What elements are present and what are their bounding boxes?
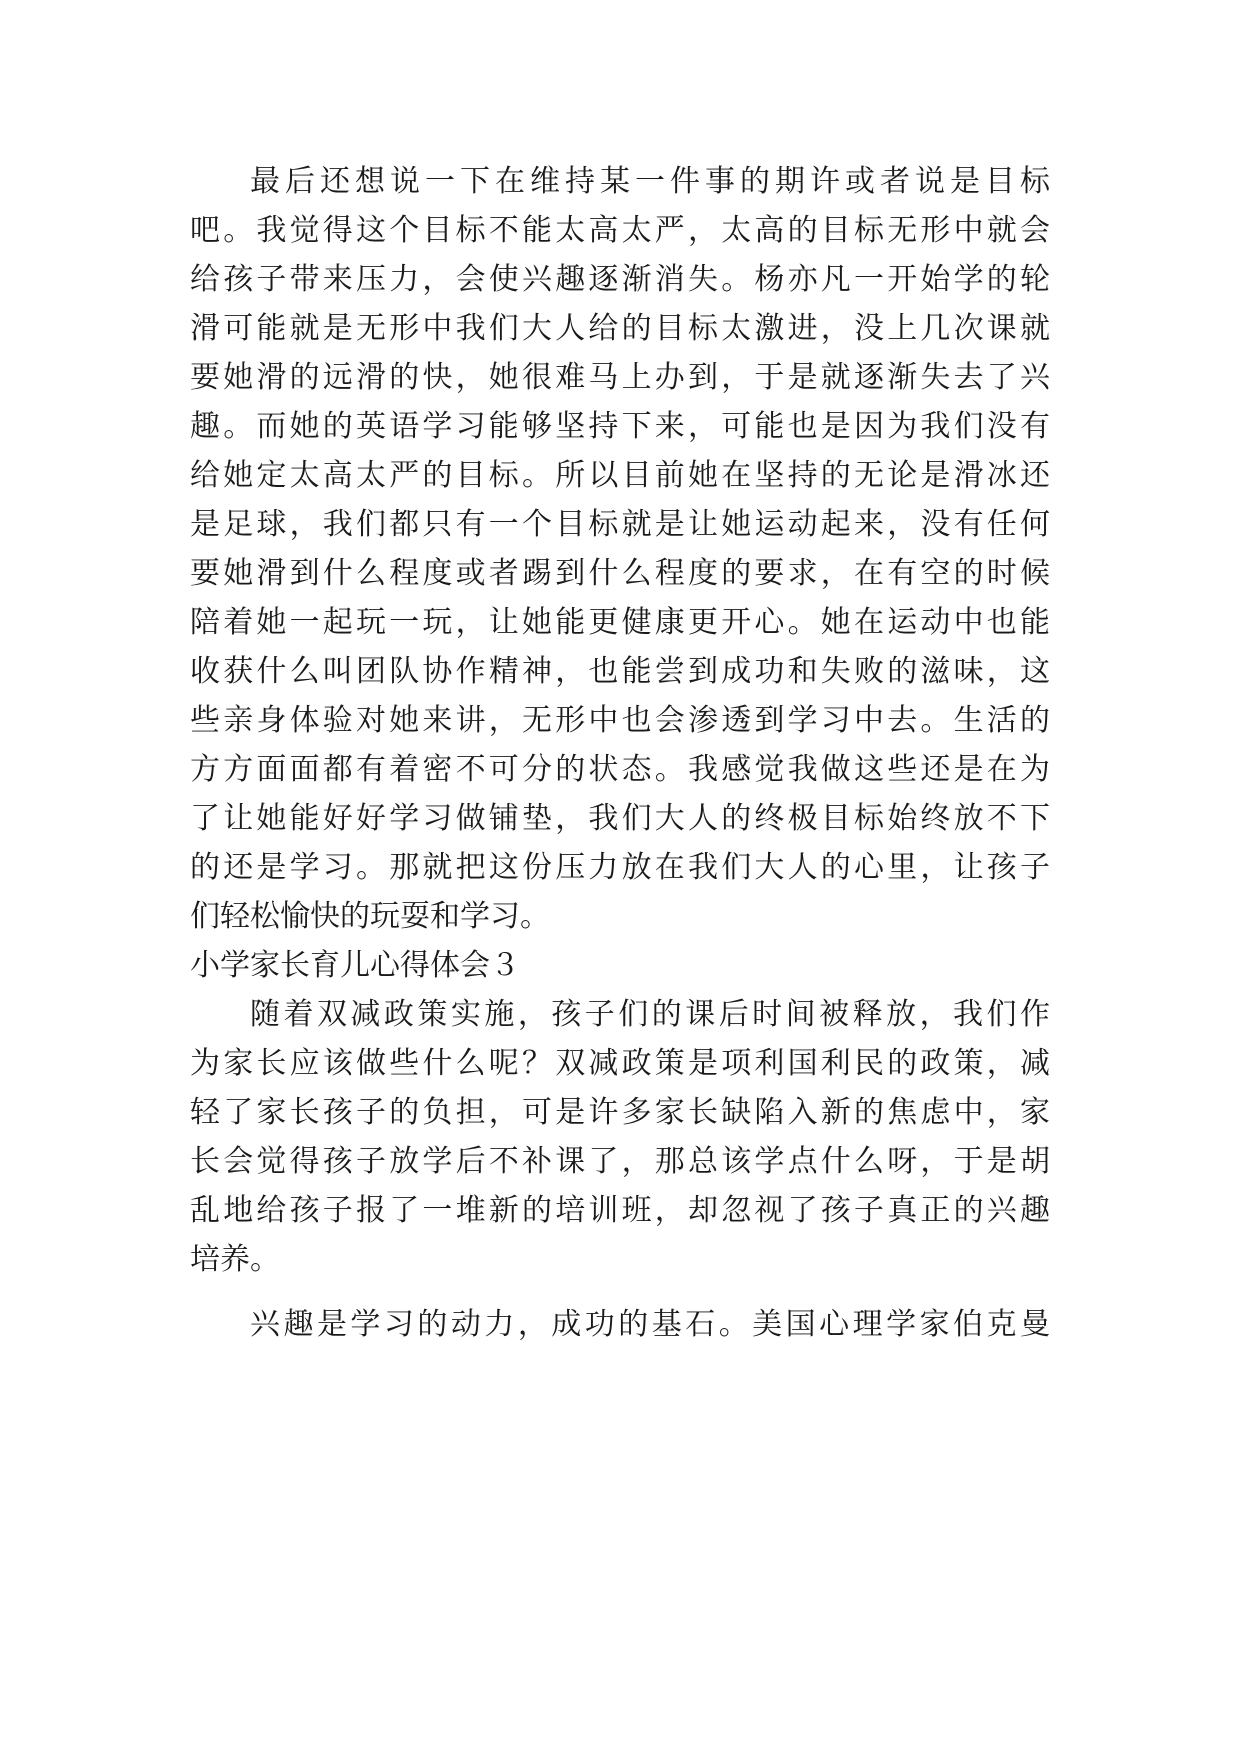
section-heading: 小学家长育儿心得体会３ — [190, 948, 520, 983]
text-line: 的还是学习。那就把这份压力放在我们大人的心里，让孩子 — [190, 850, 1050, 885]
text-line: 给她定太高太严的目标。所以目前她在坚持的无论是滑冰还 — [190, 458, 1050, 493]
text-line: 为家长应该做些什么呢？双减政策是项利国利民的政策，减 — [190, 1046, 1050, 1081]
text-line: 随着双减政策实施，孩子们的课后时间被释放，我们作 — [250, 997, 1050, 1032]
text-line: 最后还想说一下在维持某一件事的期许或者说是目标 — [250, 164, 1050, 199]
text-line: 了让她能好好学习做铺垫，我们大人的终极目标始终放不下 — [190, 801, 1050, 836]
text-line: 要她滑的远滑的快，她很难马上办到，于是就逐渐失去了兴 — [190, 360, 1050, 395]
text-line: 吧。我觉得这个目标不能太高太严，太高的目标无形中就会 — [190, 213, 1050, 248]
paragraph-2 — [190, 990, 1050, 1284]
text-line: 些亲身体验对她来讲，无形中也会渗透到学习中去。生活的 — [190, 703, 1050, 738]
text-line: 是足球，我们都只有一个目标就是让她运动起来，没有任何 — [190, 507, 1050, 542]
paragraph-1 — [190, 157, 1050, 941]
text-line: 滑可能就是无形中我们大人给的目标太激进，没上几次课就 — [190, 311, 1050, 346]
text-line: 趣。而她的英语学习能够坚持下来，可能也是因为我们没有 — [190, 409, 1050, 444]
text-line: 轻了家长孩子的负担，可是许多家长缺陷入新的焦虑中，家 — [190, 1095, 1050, 1130]
text-line: 乱地给孩子报了一堆新的培训班，却忽视了孩子真正的兴趣 — [190, 1193, 1050, 1228]
paragraph-3 — [190, 1300, 1050, 1349]
text-line: 培养。 — [190, 1242, 280, 1277]
text-line: 长会觉得孩子放学后不补课了，那总该学点什么呀，于是胡 — [190, 1144, 1050, 1179]
text-line: 要她滑到什么程度或者踢到什么程度的要求，在有空的时候 — [190, 556, 1050, 591]
text-line: 们轻松愉快的玩耍和学习。 — [190, 899, 550, 934]
text-line: 给孩子带来压力，会使兴趣逐渐消失。杨亦凡一开始学的轮 — [190, 262, 1050, 297]
paragraph-gap — [190, 1284, 1050, 1300]
document-body — [190, 157, 1050, 1349]
text-line: 方方面面都有着密不可分的状态。我感觉我做这些还是在为 — [190, 752, 1050, 787]
text-line: 兴趣是学习的动力，成功的基石。美国心理学家伯克曼 — [250, 1307, 1050, 1342]
text-line: 陪着她一起玩一玩，让她能更健康更开心。她在运动中也能 — [190, 605, 1050, 640]
text-line: 收获什么叫团队协作精神，也能尝到成功和失败的滋味，这 — [190, 654, 1050, 689]
